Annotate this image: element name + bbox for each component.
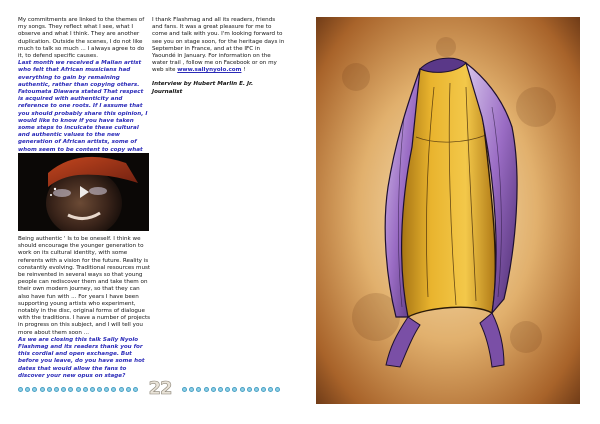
divider-dot <box>254 387 259 392</box>
divider-dot <box>247 387 252 392</box>
article-column-2 <box>152 17 285 96</box>
divider-dot <box>275 387 280 392</box>
website-link[interactable]: www.sallynyolo.com <box>177 67 242 74</box>
divider-dot <box>68 387 73 392</box>
divider-dot <box>211 387 216 392</box>
divider-dot <box>196 387 201 392</box>
divider-dot <box>225 387 230 392</box>
divider-dot <box>119 387 124 392</box>
divider-dot <box>218 387 223 392</box>
article-column-1-bottom <box>18 236 151 380</box>
interview-question: As we are closing this talk Sally Nyolo Flashmag and its readers thank you for this cordial and open exchange. But before you leave, do you have some hot dates that would allow the fans to discover your new opus on stage? <box>18 336 145 379</box>
divider-dot <box>189 387 194 392</box>
divider-dot <box>268 387 273 392</box>
dot-divider-left <box>18 387 138 392</box>
interview-signature: Interview by Hubert Marlin E. Jr. <box>152 80 254 87</box>
page-footer <box>18 378 283 399</box>
divider-dot <box>182 387 187 392</box>
divider-dot <box>97 387 102 392</box>
divider-dot <box>47 387 52 392</box>
divider-dot <box>133 387 138 392</box>
article-column-1-top <box>18 17 149 161</box>
link-tail: ! <box>241 67 246 74</box>
signature-role: Journalist <box>152 88 183 95</box>
play-icon[interactable] <box>77 185 91 199</box>
divider-dot <box>83 387 88 392</box>
divider-dot <box>232 387 237 392</box>
divider-dot <box>76 387 81 392</box>
divider-dot <box>104 387 109 392</box>
divider-dot <box>111 387 116 392</box>
divider-dot <box>204 387 209 392</box>
article-paragraph <box>152 17 285 75</box>
divider-dot <box>18 387 23 392</box>
divider-dot <box>40 387 45 392</box>
video-player[interactable] <box>18 153 149 231</box>
closing-text: I thank Flashmag and all its readers, friends and fans. It was a great pleasure for me to come and talk with you. I'm looking forward to see you on stage soon, for the heritage days in September in France, and at the IFC in Yaoundé in January. For information on the water trail , follow me on Facebook or on my web site <box>152 17 285 74</box>
divider-dot <box>25 387 30 392</box>
dot-divider-right <box>182 387 280 392</box>
interview-question: Last month we received a Malian artist who felt that African musicians had everything to gain by remaining authentic, rather than copying others. Fatoumata Diawara stated That respect is acquired with authenticity and reference to one roots. If I assume that you should probably share this opinion, I would like to know if you have taken some steps to inculcate these cultural and authentic values to the new generation of African artists, some of whom seem to be content to copy what <box>18 60 148 153</box>
divider-dot <box>54 387 59 392</box>
page-number: 22 <box>148 378 172 399</box>
divider-dot <box>61 387 66 392</box>
divider-dot <box>32 387 37 392</box>
divider-dot <box>126 387 131 392</box>
fashion-illustration <box>316 17 580 404</box>
article-paragraph: My commitments are linked to the themes of my songs. They reflect what I see, what I observe and what I think. They are another duplication. Outside the scenes, I do not like much to talk so much ... I always agree to do it, to defend specific causes. <box>18 17 145 60</box>
divider-dot <box>240 387 245 392</box>
article-paragraph: Being authentic ' Is to be oneself. I think we should encourage the younger generation to work on its cultural identity, with some referents with a vision for the future. Reality is constantly evolving. Traditional resources must be reinvented in several ways so that young people can rediscover them and take them on their own modern journey, so that they can also have fun with ... For years I have been supporting young artists who experiment, notably in the disc, original forms of dialogue with the traditions. I have a number of projects in progress on this subject, and I will tell you more about them soon ... <box>18 236 151 336</box>
divider-dot <box>90 387 95 392</box>
divider-dot <box>261 387 266 392</box>
